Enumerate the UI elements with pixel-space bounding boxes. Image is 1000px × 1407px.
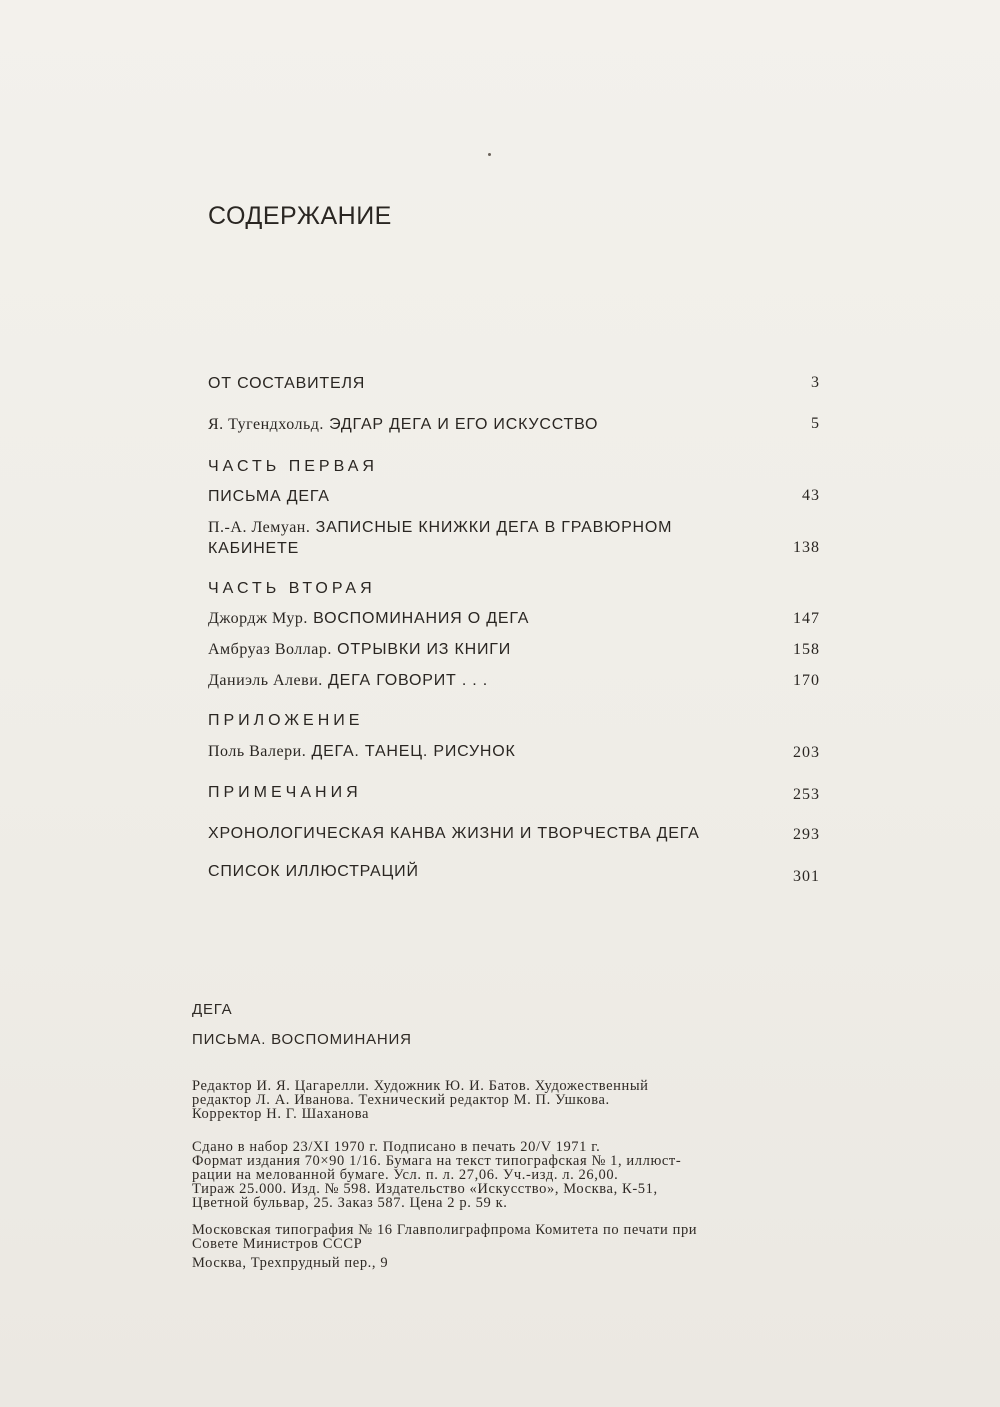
imprint-subtitle: ПИСЬМА. ВОСПОМИНАНИЯ <box>192 1031 412 1048</box>
toc-page-notes: 253 <box>793 786 820 803</box>
imprint-printer <box>192 1223 837 1251</box>
imprint-line: Формат издания 70×90 1/16. Бумага на текст типографская № 1, иллюст- <box>192 1154 682 1168</box>
toc-title: ДЕГА. ТАНЕЦ. РИСУНОК <box>311 743 516 760</box>
imprint-line: Московская типография № 16 Главполиграфпрома Комитета по печати при <box>192 1223 698 1237</box>
imprint-line: редактор Л. А. Иванова. Технический редактор М. П. Ушкова. <box>192 1093 610 1107</box>
toc-item-letters: ПИСЬМА ДЕГА <box>208 488 330 505</box>
toc-item-notes: ПРИМЕЧАНИЯ <box>208 784 362 801</box>
toc-title: ДЕГА ГОВОРИТ . . . <box>328 672 489 689</box>
toc-item-halevy <box>208 672 488 690</box>
toc-title: ОТРЫВКИ ИЗ КНИГИ <box>337 641 512 658</box>
imprint-address <box>192 1256 837 1270</box>
toc-page-moore: 147 <box>793 610 820 627</box>
toc-item-chronology: ХРОНОЛОГИЧЕСКАЯ КАНВА ЖИЗНИ И ТВОРЧЕСТВА ДЕГА <box>208 825 700 842</box>
toc-section-part-two: ЧАСТЬ ВТОРАЯ <box>208 580 376 597</box>
ink-speck <box>488 153 491 156</box>
toc-item-vollard <box>208 641 511 659</box>
toc-title: ЭДГАР ДЕГА И ЕГО ИСКУССТВО <box>329 416 599 433</box>
imprint-line: Цветной бульвар, 25. Заказ 587. Цена 2 р. 59 к. <box>192 1196 508 1210</box>
toc-item-tugendhold <box>208 416 598 434</box>
toc-page-lemoine: 138 <box>793 539 820 556</box>
toc-section-appendix: ПРИЛОЖЕНИЕ <box>208 712 364 729</box>
toc-page-compiler: 3 <box>811 374 820 391</box>
toc-page-vollard: 158 <box>793 641 820 658</box>
toc-author: П.-А. Лемуан. <box>208 519 311 536</box>
imprint-line: Тираж 25.000. Изд. № 598. Издательство «Искусство», Москва, К-51, <box>192 1182 658 1196</box>
toc-item-compiler: ОТ СОСТАВИТЕЛЯ <box>208 375 366 392</box>
toc-section-part-one: ЧАСТЬ ПЕРВАЯ <box>208 458 378 475</box>
toc-item-illustrations: СПИСОК ИЛЛЮСТРАЦИЙ <box>208 863 419 880</box>
toc-author: Амбруаз Воллар. <box>208 641 332 658</box>
toc-author: Я. Тугендхольд. <box>208 416 324 433</box>
page-title: СОДЕРЖАНИЕ <box>208 202 392 230</box>
toc-author: Джордж Мур. <box>208 610 308 627</box>
toc-page-chronology: 293 <box>793 826 820 843</box>
toc-item-valery <box>208 743 516 761</box>
toc-item-lemoine <box>208 519 672 537</box>
imprint-line: Сдано в набор 23/XI 1970 г. Подписано в печать 20/V 1971 г. <box>192 1140 601 1154</box>
imprint-book-title: ДЕГА <box>192 1001 233 1018</box>
toc-author: Поль Валери. <box>208 743 307 760</box>
imprint-line: Редактор И. Я. Цагарелли. Художник Ю. И. Батов. Художественный <box>192 1079 649 1093</box>
imprint-line: Москва, Трехпрудный пер., 9 <box>192 1256 389 1270</box>
toc-author: Даниэль Алеви. <box>208 672 323 689</box>
imprint-line: Совете Министров СССР <box>192 1237 363 1251</box>
imprint-line: рации на мелованной бумаге. Усл. п. л. 27,06. Уч.-изд. л. 26,00. <box>192 1168 619 1182</box>
imprint-credits <box>192 1079 837 1121</box>
imprint-print-info <box>192 1140 837 1210</box>
toc-page-tugendhold: 5 <box>811 415 820 432</box>
toc-page-illustrations: 301 <box>793 868 820 885</box>
toc-page-letters: 43 <box>802 487 820 504</box>
toc-page-halevy: 170 <box>793 672 820 689</box>
toc-title: ЗАПИСНЫЕ КНИЖКИ ДЕГА В ГРАВЮРНОМ <box>315 519 673 536</box>
imprint-line: Корректор Н. Г. Шаханова <box>192 1107 370 1121</box>
toc-title: ВОСПОМИНАНИЯ О ДЕГА <box>313 610 530 627</box>
toc-item-moore <box>208 610 529 628</box>
toc-page-valery: 203 <box>793 744 820 761</box>
toc-item-lemoine-continued: КАБИНЕТЕ <box>208 540 300 557</box>
